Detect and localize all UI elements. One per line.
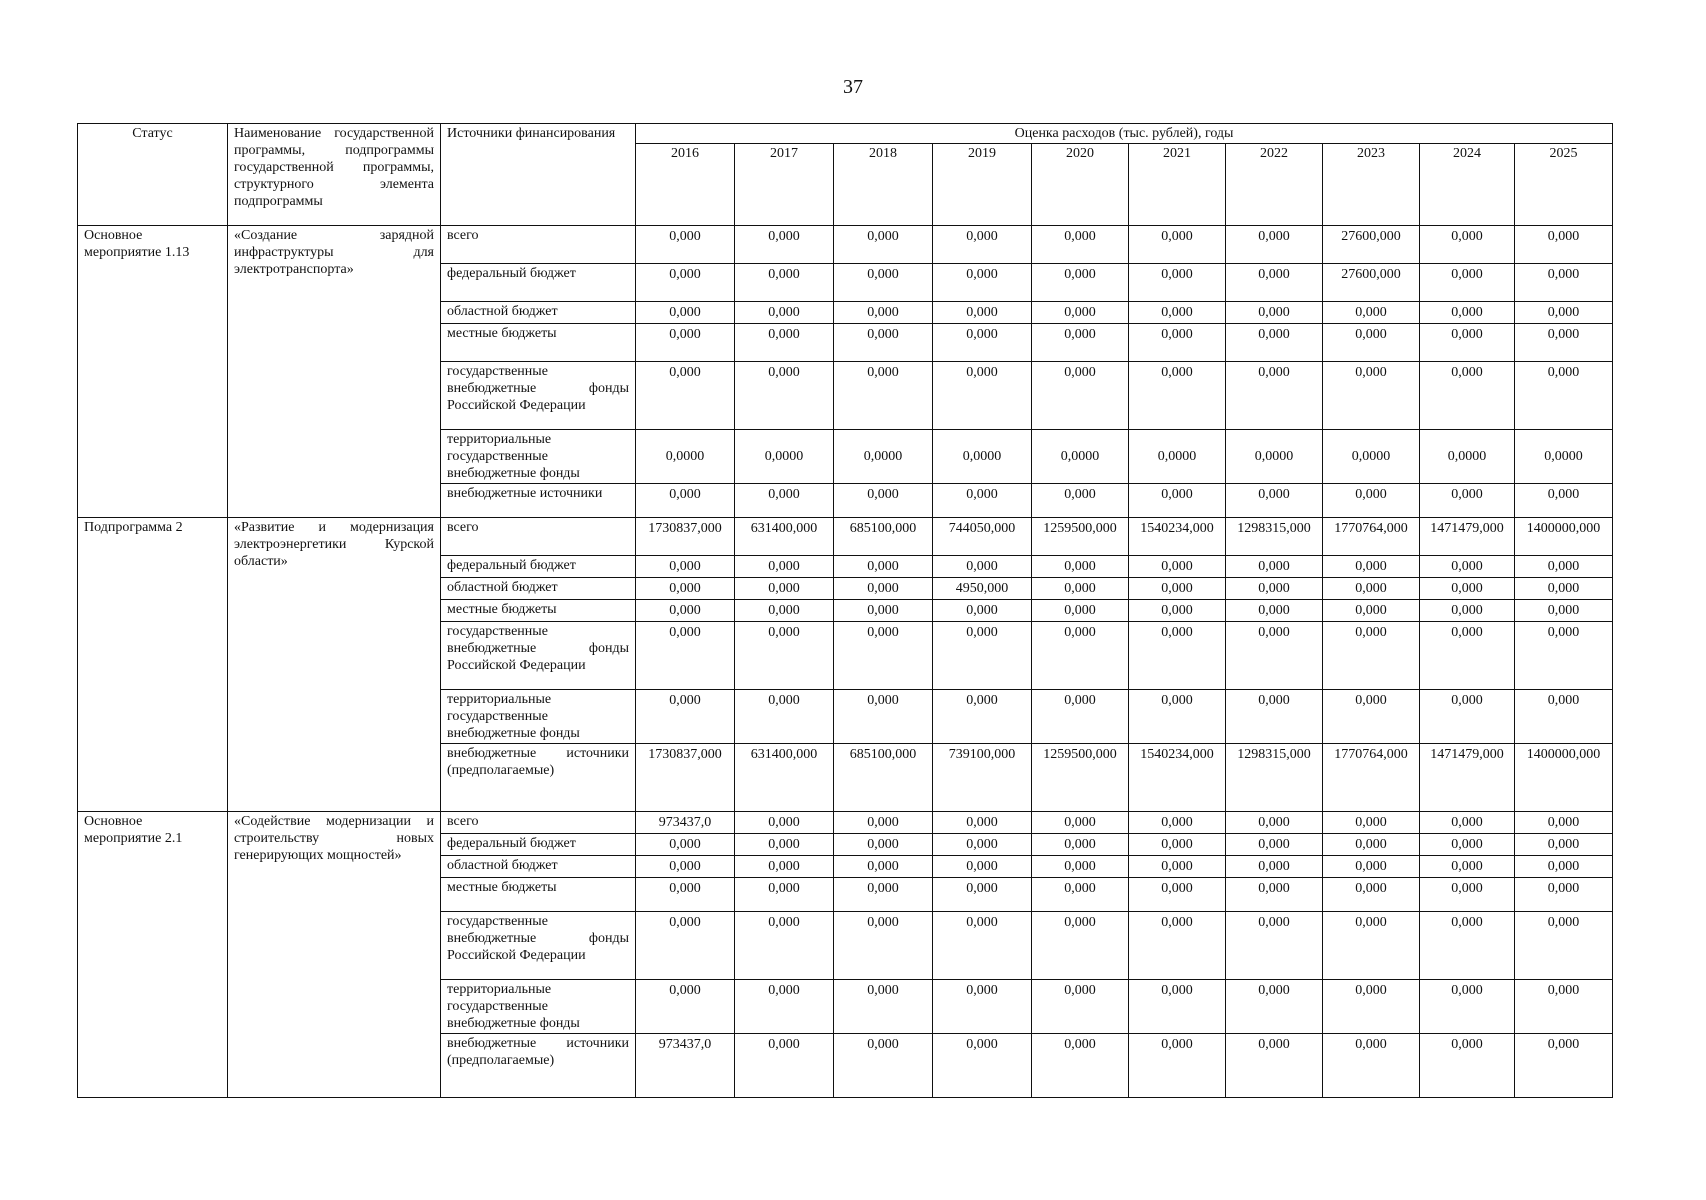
- value-cell: 0,000: [735, 622, 834, 690]
- funding-source-cell: внебюджетные источники (предполагаемые): [441, 1034, 636, 1098]
- funding-source-cell: территориальные государственные внебюджетные фонды: [441, 430, 636, 484]
- value-cell: 0,000: [1420, 856, 1515, 878]
- value-cell: 0,000: [1226, 302, 1323, 324]
- value-cell: 0,000: [1032, 878, 1129, 912]
- value-cell: 0,000: [1129, 878, 1226, 912]
- value-cell: 0,000: [1323, 878, 1420, 912]
- header-year: 2025: [1515, 144, 1613, 226]
- header-year: 2024: [1420, 144, 1515, 226]
- value-cell: 0,000: [1323, 302, 1420, 324]
- funding-source-cell: местные бюджеты: [441, 324, 636, 362]
- value-cell: 0,000: [735, 226, 834, 264]
- value-cell: 0,0000: [735, 430, 834, 484]
- funding-source-cell: областной бюджет: [441, 302, 636, 324]
- header-year: 2020: [1032, 144, 1129, 226]
- value-cell: 0,000: [1129, 856, 1226, 878]
- value-cell: 0,000: [636, 980, 735, 1034]
- value-cell: 0,000: [636, 556, 735, 578]
- value-cell: 0,000: [1323, 856, 1420, 878]
- value-cell: 0,000: [636, 834, 735, 856]
- value-cell: 0,000: [1515, 302, 1613, 324]
- value-cell: 0,000: [1420, 362, 1515, 430]
- program-name-cell: «Содействие модернизации и строительству новых генерирующих мощностей»: [228, 812, 441, 1098]
- value-cell: 0,000: [735, 856, 834, 878]
- funding-source-cell: федеральный бюджет: [441, 834, 636, 856]
- value-cell: 1540234,000: [1129, 744, 1226, 812]
- value-cell: 0,000: [1323, 980, 1420, 1034]
- header-row-1: [78, 124, 1613, 144]
- value-cell: 0,000: [1032, 912, 1129, 980]
- value-cell: 0,000: [636, 622, 735, 690]
- value-cell: 0,000: [834, 484, 933, 518]
- value-cell: 0,000: [1515, 362, 1613, 430]
- funding-source-cell: всего: [441, 518, 636, 556]
- value-cell: 1770764,000: [1323, 518, 1420, 556]
- value-cell: 0,000: [1032, 226, 1129, 264]
- value-cell: 0,000: [1420, 690, 1515, 744]
- value-cell: 0,000: [1226, 324, 1323, 362]
- value-cell: 1540234,000: [1129, 518, 1226, 556]
- value-cell: 0,000: [1032, 578, 1129, 600]
- value-cell: 0,000: [735, 362, 834, 430]
- value-cell: 0,000: [1226, 578, 1323, 600]
- value-cell: 0,000: [636, 578, 735, 600]
- value-cell: 0,000: [834, 362, 933, 430]
- value-cell: 0,000: [1515, 600, 1613, 622]
- value-cell: 1400000,000: [1515, 518, 1613, 556]
- value-cell: 0,000: [1420, 484, 1515, 518]
- value-cell: 0,000: [834, 264, 933, 302]
- value-cell: 0,000: [834, 578, 933, 600]
- value-cell: 0,000: [1420, 878, 1515, 912]
- value-cell: 0,000: [1226, 484, 1323, 518]
- value-cell: 0,000: [735, 264, 834, 302]
- funding-source-cell: территориальные государственные внебюджетные фонды: [441, 690, 636, 744]
- value-cell: 0,000: [1226, 600, 1323, 622]
- funding-source-cell: местные бюджеты: [441, 878, 636, 912]
- value-cell: 0,000: [1515, 812, 1613, 834]
- value-cell: 973437,0: [636, 812, 735, 834]
- value-cell: 0,000: [1515, 264, 1613, 302]
- value-cell: 0,000: [1323, 600, 1420, 622]
- value-cell: 0,0000: [1323, 430, 1420, 484]
- value-cell: 0,000: [1129, 912, 1226, 980]
- value-cell: 0,0000: [1032, 430, 1129, 484]
- value-cell: 0,000: [735, 1034, 834, 1098]
- value-cell: 0,000: [834, 556, 933, 578]
- value-cell: 0,000: [1226, 812, 1323, 834]
- value-cell: 0,000: [1515, 690, 1613, 744]
- value-cell: 0,000: [735, 302, 834, 324]
- program-name-cell: «Развитие и модернизация электроэнергетики Курской области»: [228, 518, 441, 812]
- value-cell: 0,000: [1129, 324, 1226, 362]
- value-cell: 0,000: [1420, 324, 1515, 362]
- value-cell: 0,000: [1032, 690, 1129, 744]
- value-cell: 4950,000: [933, 578, 1032, 600]
- value-cell: 0,000: [1515, 226, 1613, 264]
- status-cell: Подпрограмма 2: [78, 518, 228, 812]
- value-cell: 0,000: [636, 484, 735, 518]
- value-cell: 0,000: [1323, 912, 1420, 980]
- value-cell: 685100,000: [834, 744, 933, 812]
- funding-source-cell: внебюджетные источники (предполагаемые): [441, 744, 636, 812]
- value-cell: 1730837,000: [636, 518, 735, 556]
- header-estimate: Оценка расходов (тыс. рублей), годы: [636, 124, 1613, 144]
- value-cell: 0,000: [1129, 226, 1226, 264]
- value-cell: 0,000: [1032, 980, 1129, 1034]
- value-cell: 0,000: [1515, 856, 1613, 878]
- value-cell: 0,000: [1323, 484, 1420, 518]
- header-name: Наименование государственной программы, подпрограммы государственной программы, структурного элемента подпрограммы: [228, 124, 441, 226]
- value-cell: 0,000: [636, 600, 735, 622]
- status-cell: Основное мероприятие 2.1: [78, 812, 228, 1098]
- value-cell: 0,000: [1323, 1034, 1420, 1098]
- value-cell: 0,000: [1129, 1034, 1226, 1098]
- value-cell: 0,000: [1515, 324, 1613, 362]
- value-cell: 0,000: [933, 226, 1032, 264]
- value-cell: 0,000: [933, 980, 1032, 1034]
- value-cell: 0,000: [1420, 264, 1515, 302]
- funding-source-cell: государственные внебюджетные фонды Российской Федерации: [441, 362, 636, 430]
- value-cell: 0,000: [1226, 1034, 1323, 1098]
- value-cell: 0,000: [834, 834, 933, 856]
- value-cell: 0,000: [1323, 324, 1420, 362]
- value-cell: 0,000: [735, 324, 834, 362]
- funding-source-cell: территориальные государственные внебюджетные фонды: [441, 980, 636, 1034]
- table-row: [78, 518, 1613, 556]
- value-cell: 0,0000: [1515, 430, 1613, 484]
- value-cell: 0,000: [1129, 302, 1226, 324]
- value-cell: 0,000: [834, 302, 933, 324]
- value-cell: 0,000: [1323, 578, 1420, 600]
- value-cell: 0,000: [1515, 578, 1613, 600]
- value-cell: 0,000: [735, 980, 834, 1034]
- value-cell: 0,000: [933, 362, 1032, 430]
- value-cell: 0,000: [735, 600, 834, 622]
- value-cell: 0,000: [636, 878, 735, 912]
- value-cell: 0,000: [1032, 324, 1129, 362]
- value-cell: 0,000: [933, 878, 1032, 912]
- value-cell: 0,000: [735, 556, 834, 578]
- value-cell: 0,000: [1323, 834, 1420, 856]
- value-cell: 0,000: [1420, 578, 1515, 600]
- value-cell: 0,000: [933, 812, 1032, 834]
- value-cell: 1770764,000: [1323, 744, 1420, 812]
- value-cell: 0,0000: [1420, 430, 1515, 484]
- header-year: 2017: [735, 144, 834, 226]
- value-cell: 0,000: [735, 912, 834, 980]
- value-cell: 0,000: [735, 834, 834, 856]
- value-cell: 0,000: [1129, 980, 1226, 1034]
- value-cell: 0,0000: [933, 430, 1032, 484]
- funding-source-cell: государственные внебюджетные фонды Российской Федерации: [441, 622, 636, 690]
- value-cell: 1400000,000: [1515, 744, 1613, 812]
- value-cell: 0,000: [1515, 834, 1613, 856]
- status-cell: Основное мероприятие 1.13: [78, 226, 228, 518]
- value-cell: 0,000: [1226, 690, 1323, 744]
- value-cell: 0,000: [636, 912, 735, 980]
- value-cell: 0,000: [933, 1034, 1032, 1098]
- value-cell: 0,000: [1032, 484, 1129, 518]
- value-cell: 0,000: [1420, 834, 1515, 856]
- value-cell: 0,0000: [1226, 430, 1323, 484]
- header-sources: Источники финансирования: [441, 124, 636, 226]
- value-cell: 0,000: [1032, 556, 1129, 578]
- value-cell: 0,000: [1226, 856, 1323, 878]
- funding-source-cell: федеральный бюджет: [441, 264, 636, 302]
- header-year: 2019: [933, 144, 1032, 226]
- funding-source-cell: всего: [441, 812, 636, 834]
- value-cell: 1471479,000: [1420, 518, 1515, 556]
- value-cell: 0,000: [834, 226, 933, 264]
- value-cell: 0,000: [933, 690, 1032, 744]
- value-cell: 0,000: [1420, 226, 1515, 264]
- funding-source-cell: областной бюджет: [441, 856, 636, 878]
- value-cell: 0,000: [834, 912, 933, 980]
- value-cell: 0,000: [933, 264, 1032, 302]
- value-cell: 1298315,000: [1226, 518, 1323, 556]
- value-cell: 0,000: [735, 578, 834, 600]
- value-cell: 0,000: [1129, 264, 1226, 302]
- funding-source-cell: местные бюджеты: [441, 600, 636, 622]
- value-cell: 0,000: [1129, 812, 1226, 834]
- value-cell: 0,000: [1420, 600, 1515, 622]
- value-cell: 0,000: [1323, 362, 1420, 430]
- value-cell: 0,000: [1032, 1034, 1129, 1098]
- value-cell: 27600,000: [1323, 226, 1420, 264]
- value-cell: 0,000: [1420, 556, 1515, 578]
- value-cell: 0,000: [1032, 856, 1129, 878]
- value-cell: 0,000: [735, 484, 834, 518]
- value-cell: 0,000: [1226, 834, 1323, 856]
- value-cell: 0,000: [933, 302, 1032, 324]
- table-body: [78, 226, 1613, 1098]
- value-cell: 0,000: [933, 556, 1032, 578]
- table-row: [78, 226, 1613, 264]
- value-cell: 0,000: [834, 856, 933, 878]
- value-cell: 973437,0: [636, 1034, 735, 1098]
- value-cell: 0,000: [1032, 622, 1129, 690]
- header-year: 2016: [636, 144, 735, 226]
- program-name-cell: «Создание зарядной инфраструктуры для электротранспорта»: [228, 226, 441, 518]
- value-cell: 0,000: [933, 834, 1032, 856]
- value-cell: 27600,000: [1323, 264, 1420, 302]
- value-cell: 0,000: [834, 622, 933, 690]
- value-cell: 0,000: [1420, 912, 1515, 980]
- value-cell: 0,000: [933, 484, 1032, 518]
- value-cell: 0,000: [834, 324, 933, 362]
- value-cell: 0,000: [735, 878, 834, 912]
- value-cell: 0,000: [1515, 556, 1613, 578]
- funding-source-cell: внебюджетные источники: [441, 484, 636, 518]
- value-cell: 0,000: [1226, 556, 1323, 578]
- value-cell: 0,000: [636, 324, 735, 362]
- value-cell: 0,000: [1129, 690, 1226, 744]
- value-cell: 0,000: [636, 302, 735, 324]
- value-cell: 0,000: [735, 812, 834, 834]
- table-row: [78, 812, 1613, 834]
- value-cell: 0,000: [1129, 622, 1226, 690]
- value-cell: 0,000: [1032, 264, 1129, 302]
- value-cell: 1259500,000: [1032, 744, 1129, 812]
- value-cell: 0,000: [834, 600, 933, 622]
- value-cell: 0,000: [834, 690, 933, 744]
- value-cell: 0,000: [834, 812, 933, 834]
- value-cell: 0,000: [1515, 622, 1613, 690]
- value-cell: 0,000: [1323, 556, 1420, 578]
- value-cell: 0,000: [1323, 690, 1420, 744]
- value-cell: 0,0000: [834, 430, 933, 484]
- value-cell: 0,000: [834, 878, 933, 912]
- value-cell: 0,000: [1226, 878, 1323, 912]
- value-cell: 0,000: [1323, 812, 1420, 834]
- value-cell: 0,000: [735, 690, 834, 744]
- value-cell: 0,000: [1515, 878, 1613, 912]
- value-cell: 1259500,000: [1032, 518, 1129, 556]
- value-cell: 0,000: [1226, 264, 1323, 302]
- value-cell: 0,000: [1515, 484, 1613, 518]
- value-cell: 0,000: [1420, 1034, 1515, 1098]
- header-status: Статус: [78, 124, 228, 226]
- value-cell: 0,000: [933, 622, 1032, 690]
- value-cell: 1298315,000: [1226, 744, 1323, 812]
- value-cell: 0,000: [933, 324, 1032, 362]
- funding-source-cell: областной бюджет: [441, 578, 636, 600]
- header-year: 2018: [834, 144, 933, 226]
- value-cell: 0,000: [1226, 226, 1323, 264]
- value-cell: 0,000: [933, 600, 1032, 622]
- value-cell: 0,000: [834, 1034, 933, 1098]
- value-cell: 0,000: [1129, 834, 1226, 856]
- header-year: 2021: [1129, 144, 1226, 226]
- budget-table: [77, 123, 1613, 1098]
- funding-source-cell: федеральный бюджет: [441, 556, 636, 578]
- value-cell: 739100,000: [933, 744, 1032, 812]
- value-cell: 0,000: [1226, 980, 1323, 1034]
- page-number: 37: [843, 76, 863, 98]
- value-cell: 0,000: [1226, 912, 1323, 980]
- value-cell: 0,000: [1129, 556, 1226, 578]
- value-cell: 1471479,000: [1420, 744, 1515, 812]
- value-cell: 0,000: [1032, 600, 1129, 622]
- value-cell: 0,000: [1515, 980, 1613, 1034]
- value-cell: 0,000: [1032, 302, 1129, 324]
- funding-source-cell: всего: [441, 226, 636, 264]
- value-cell: 0,000: [1420, 812, 1515, 834]
- value-cell: 0,000: [1129, 484, 1226, 518]
- header-year: 2023: [1323, 144, 1420, 226]
- value-cell: 744050,000: [933, 518, 1032, 556]
- value-cell: 0,000: [834, 980, 933, 1034]
- value-cell: 0,0000: [1129, 430, 1226, 484]
- value-cell: 0,000: [1226, 622, 1323, 690]
- value-cell: 0,000: [636, 690, 735, 744]
- value-cell: 0,000: [1420, 302, 1515, 324]
- value-cell: 0,000: [933, 856, 1032, 878]
- value-cell: 0,0000: [636, 430, 735, 484]
- header-year: 2022: [1226, 144, 1323, 226]
- value-cell: 0,000: [1420, 622, 1515, 690]
- value-cell: 0,000: [1515, 912, 1613, 980]
- value-cell: 0,000: [1032, 834, 1129, 856]
- funding-source-cell: государственные внебюджетные фонды Российской Федерации: [441, 912, 636, 980]
- value-cell: 0,000: [636, 264, 735, 302]
- value-cell: 0,000: [1420, 980, 1515, 1034]
- value-cell: 0,000: [1226, 362, 1323, 430]
- value-cell: 0,000: [636, 362, 735, 430]
- value-cell: 1730837,000: [636, 744, 735, 812]
- value-cell: 0,000: [636, 856, 735, 878]
- value-cell: 0,000: [1323, 622, 1420, 690]
- value-cell: 0,000: [1032, 812, 1129, 834]
- value-cell: 631400,000: [735, 518, 834, 556]
- value-cell: 0,000: [636, 226, 735, 264]
- value-cell: 685100,000: [834, 518, 933, 556]
- value-cell: 0,000: [1129, 362, 1226, 430]
- value-cell: 0,000: [1515, 1034, 1613, 1098]
- value-cell: 0,000: [1129, 600, 1226, 622]
- value-cell: 0,000: [933, 912, 1032, 980]
- value-cell: 0,000: [1129, 578, 1226, 600]
- value-cell: 0,000: [1032, 362, 1129, 430]
- value-cell: 631400,000: [735, 744, 834, 812]
